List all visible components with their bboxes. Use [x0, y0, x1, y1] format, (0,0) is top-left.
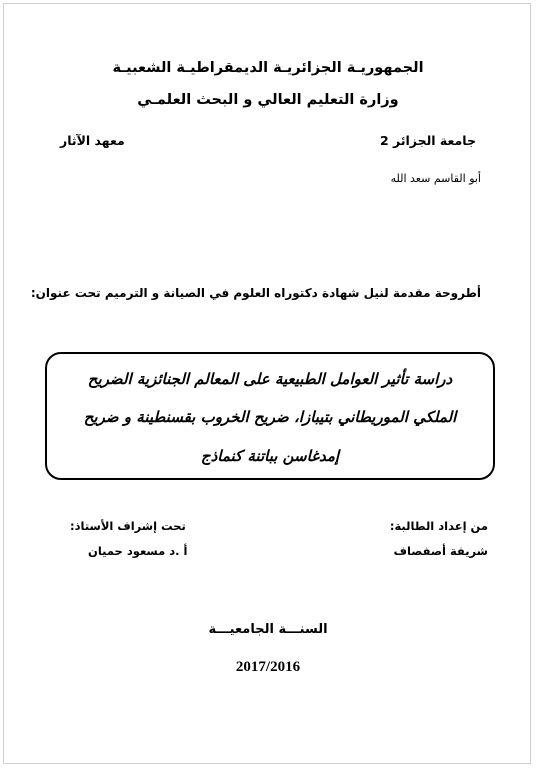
thesis-title-line-1: دراسة تأثير العوامل الطبيعية على المعالم الجنائزية الضريح [87, 370, 453, 388]
supervisor-label: تحت إشراف الأستاذ: [70, 519, 186, 533]
republic-heading: الجمهوريـة الجزائريـة الديمقراطيـة الشعبيـة [112, 60, 424, 76]
student-name: شريفة أصفصاف [393, 544, 488, 558]
academic-year-label: السنـــة الجامعيـــة [208, 622, 328, 637]
prepared-by-label: من إعداد الطالبة: [389, 519, 488, 533]
thesis-title-box [45, 352, 495, 480]
thesis-intro: أطروحة مقدمة لنيل شهادة دكتوراه العلوم في الصيانة و الترميم تحت عنوان: [30, 286, 481, 300]
thesis-title-line-3: إمدغاسن بباتنة كنماذج [200, 447, 340, 465]
thesis-title-line-2: الملكي الموريطاني بتيبازا، ضريح الخروب بقسنطينة و ضريح [83, 408, 457, 426]
university-name: جامعة الجزائر 2 [379, 133, 476, 148]
academic-year-value: 2017/2016 [235, 659, 301, 675]
laboratory-name: أبو القاسم سعد الله [390, 172, 481, 185]
ministry-heading: وزارة التعليم العالي و البحث العلمـي [137, 92, 399, 108]
institute-name: معهد الآثار [60, 133, 125, 148]
supervisor-name: أ .د مسعود حميان [88, 544, 188, 558]
